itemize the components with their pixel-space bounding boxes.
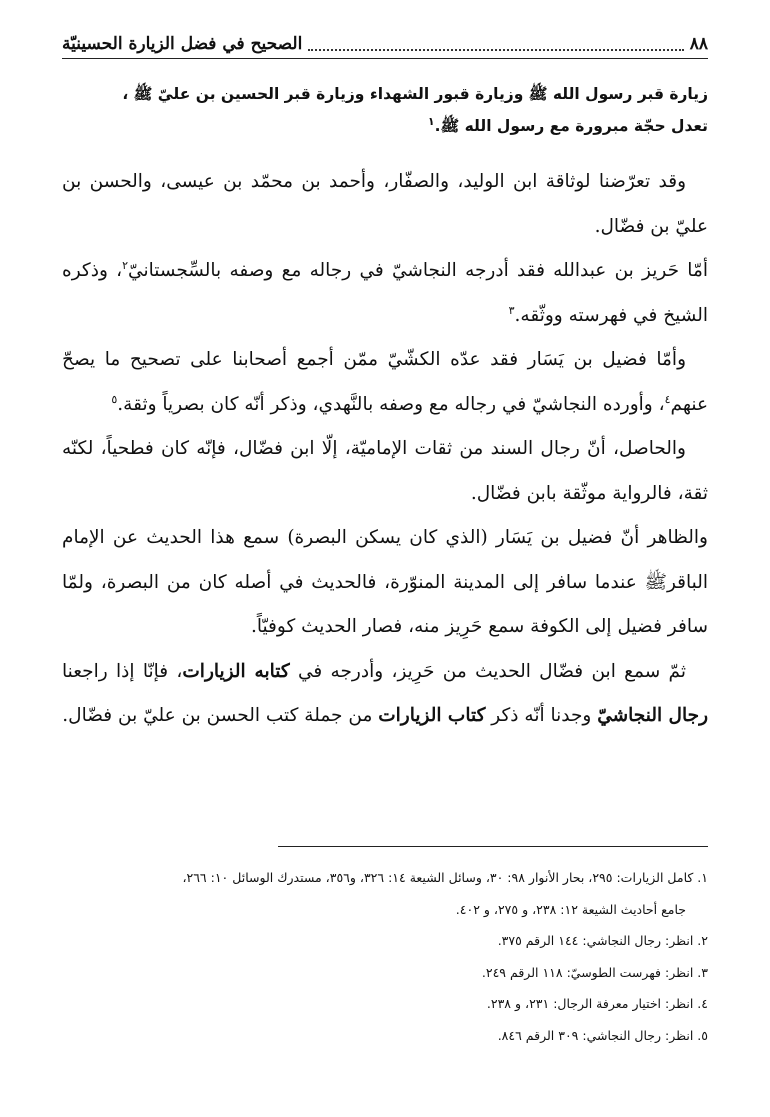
footnote-ref: ٥: [111, 392, 118, 406]
footnote-ref: ٣: [508, 303, 515, 317]
main-text: [62, 160, 708, 739]
hadith-line-2: [62, 110, 708, 142]
hadith-quote: [62, 78, 708, 142]
paragraph-2: [62, 249, 708, 338]
footnote-ref: ٢: [122, 258, 129, 272]
paragraph-6: [62, 650, 708, 739]
footnote-4: ٤. انظر: اختيار معرفة الرجال: ٢٣١، و ٢٣٨.: [486, 996, 708, 1011]
footnote-5: ٥. انظر: رجال النجاشي: ٣٠٩ الرقم ٨٤٦.: [497, 1027, 708, 1043]
hadith-line-1: زيارة قبر رسول الله ﷺ وزيارة قبور الشهداء وزيارة قبر الحسين بن عليّ ﷺ ،: [122, 85, 708, 103]
paragraph-6-part-c: وجدنا أنّه ذكر: [485, 705, 598, 726]
header-dot-leader: [308, 37, 683, 51]
page-number: ٨٨: [689, 34, 708, 54]
book-title-ziyarat: كتابه الزيارات: [182, 660, 290, 682]
footnote-ref: ٤: [664, 392, 671, 406]
footnote-separator: [278, 846, 708, 847]
running-title: الصحيح في فضل الزيارة الحسينيّة: [62, 34, 303, 54]
footnote-3: ٣. انظر: فهرست الطوسيّ: ١١٨ الرقم ٢٤٩.: [481, 964, 708, 980]
book-title-rijal: رجال النجاشيّ: [597, 705, 708, 726]
paragraph-3-part-b: ، وأورده النجاشيّ في رجاله مع وصفه بالنَّهدي، وذكر أنّه كان بصرياً وثقة.: [117, 393, 665, 415]
paragraph-6-part-a: ثمّ سمع ابن فضّال الحديث من حَرِيز، وأدرجه في: [289, 660, 686, 682]
footnotes: [62, 862, 708, 1051]
paragraph-6-part-d: من جملة كتب الحسن بن عليّ بن فضّال.: [62, 705, 379, 726]
page-header: [62, 30, 708, 58]
book-title-kitab-ziyarat: كتاب الزيارات: [378, 705, 486, 726]
header-rule: [62, 58, 708, 59]
paragraph-5: والظاهر أنّ فضيل بن يَسَار (الذي كان يسكن البصرة) سمع هذا الحديث عن الإمام الباقرﷺ عندما سافر إلى المدينة المنوّرة، فالحديث في أصله كان من البصرة، ولمّا سافر فضيل إلى الكوفة سمع حَرِيز منه، فصار الحديث كوفيّاً.: [62, 527, 708, 637]
paragraph-1: وقد تعرّضنا لوثاقة ابن الوليد، والصفّار، وأحمد بن محمّد بن عيسى، والحسن بن عليّ بن فضّال.: [62, 171, 708, 237]
paragraph-6-part-b: ، فإنّا إذا راجعنا: [62, 660, 183, 682]
paragraph-2-part-b: ، وذكره الشيخ في فهرسته ووثّقه.: [62, 260, 708, 326]
footnote-1: ١. كامل الزيارات: ٢٩٥، بحار الأنوار ٩٨: ٣٠، وسائل الشيعة ١٤: ٣٢٦، و٣٥٦، مستدرك الوسائل ١٠: ٢٦٦،: [182, 870, 708, 885]
footnote-2: ٢. انظر: رجال النجاشي: ١٤٤ الرقم ٣٧٥.: [497, 933, 708, 948]
hadith-line-2-text: تعدل حجّة مبرورة مع رسول الله ﷺ.: [434, 117, 708, 135]
paragraph-4: والحاصل، أنّ رجال السند من ثقات الإماميّة، إلّا ابن فضّال، فإنّه كان فطحياً، لكنّه ثقة، فالرواية موثّقة بابن فضّال.: [62, 438, 708, 504]
paragraph-2-part-a: أمّا حَريز بن عبدالله فقد أدرجه النجاشيّ في رجاله مع وصفه بالسِّجستانيّ: [128, 260, 708, 281]
footnote-ref: ١: [427, 114, 435, 128]
paragraph-3: [62, 338, 708, 427]
footnote-1-continued: جامع أحاديث الشيعة ١٢: ٢٣٨، و ٢٧٥، و ٤٠٢.: [455, 901, 686, 917]
paragraph-3-part-a: وأمّا فضيل بن يَسَار فقد عدّه الكشّيّ ممّن أجمع أصحابنا على تصحيح ما يصحّ عنهم: [62, 349, 708, 415]
